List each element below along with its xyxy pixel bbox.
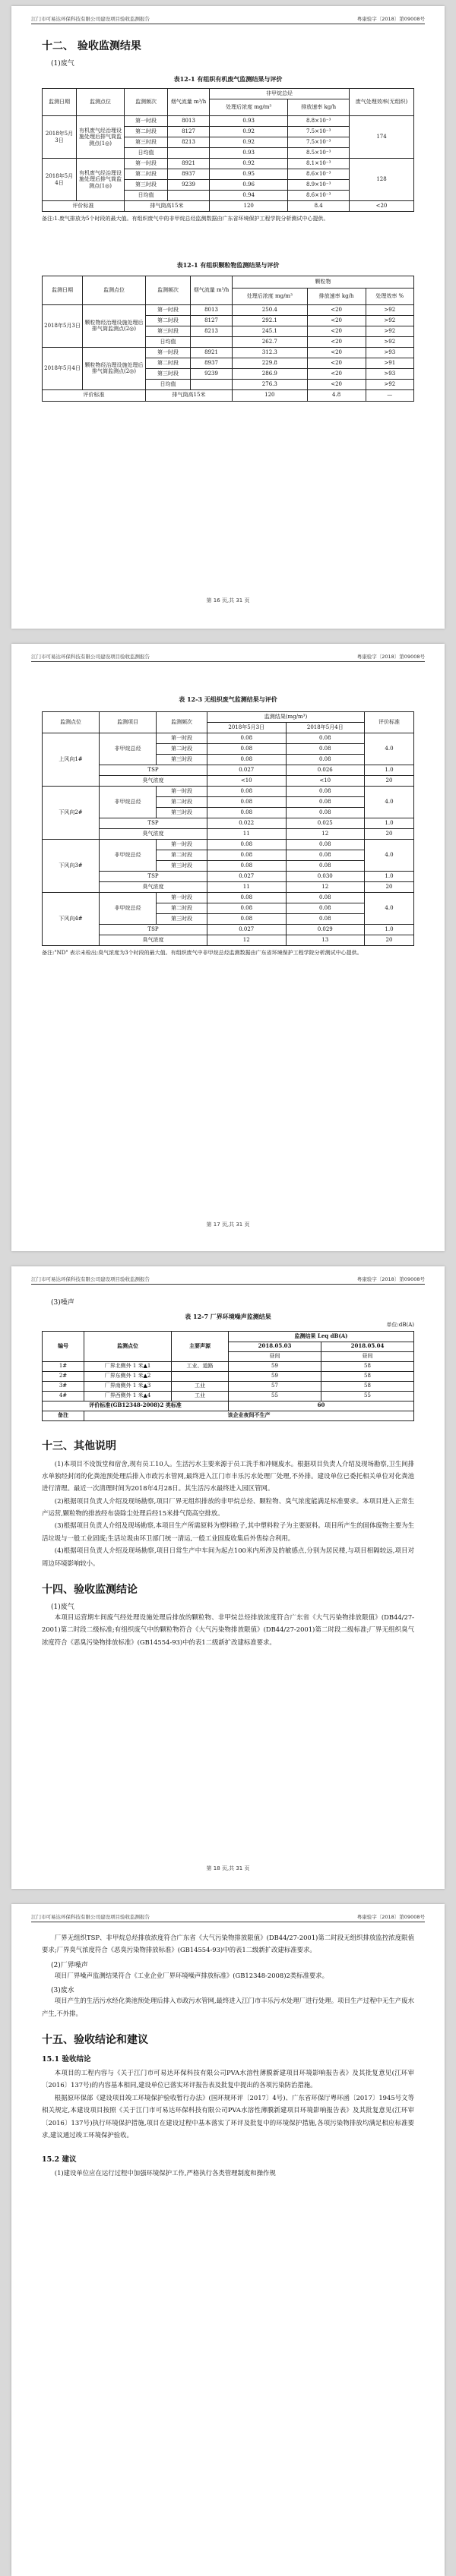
- cell-date: 2018年5月4日: [43, 347, 83, 389]
- section-12-title: 十二、 验收监测结果: [42, 40, 141, 52]
- cell-flow: [191, 379, 233, 389]
- table-fugitive-exhaust: [42, 711, 414, 946]
- cell-conc: 0.96: [210, 180, 288, 191]
- cell-item: 臭气浓度: [100, 882, 207, 893]
- noise-remark-label: 备注: [43, 1411, 84, 1420]
- section-14-title: 十四、验收监测结论: [42, 1584, 138, 1597]
- cell-freq: 第二时段: [157, 744, 207, 755]
- cell-flow: 8937: [168, 169, 210, 180]
- th-day1: 2018年5月3日: [207, 723, 287, 733]
- std-rate: 8.4: [288, 201, 350, 212]
- th-freq: 监测频次: [146, 276, 191, 304]
- std-flow: 排气筒高15米: [146, 389, 233, 401]
- cell-point: 厂界东侧外 1 米▲2: [84, 1371, 172, 1381]
- section-15-2-body: [42, 2167, 414, 2179]
- cell-eff: >92: [366, 336, 413, 347]
- table3-note: 备注:"ND" 表示未检出;臭气浓度为3个时段的最大值。有组织废气中非甲烷总烃监测数据由广东省环境保护工程学院分析测试中心提供。: [42, 950, 363, 956]
- th-point: 监测点位: [43, 712, 100, 733]
- cell-freq: 第二时段: [157, 797, 207, 808]
- cell-conc: 292.1: [233, 315, 308, 326]
- paragraph: (4)根据项目负责人介绍及现场勘察,项目日常生产中车间为起点100米内所涉及的敏感点,分别为居民楼,与项目相隔较远,项目对周边环境影响较小。: [42, 1547, 414, 1567]
- cell-freq: 第三时段: [125, 180, 168, 191]
- cell-freq: 第一时段: [157, 893, 207, 903]
- cell-source: 工业: [172, 1391, 229, 1401]
- cell-conc: 276.3: [233, 379, 308, 389]
- cell-flow: 8213: [191, 326, 233, 336]
- cell-value-day2: 0.08: [286, 733, 365, 744]
- th-flow: 烟气流量 m³/h: [168, 89, 210, 116]
- cell-flow: 8921: [168, 159, 210, 169]
- cell-value-day2: 0.08: [286, 755, 365, 765]
- cell-rate: <20: [307, 336, 366, 347]
- cell-value-day1: 0.027: [207, 872, 287, 882]
- cell-rate: 7.5×10⁻³: [288, 137, 350, 148]
- cell-value-day1: 0.08: [207, 733, 287, 744]
- th-date: 监测日期: [43, 89, 77, 116]
- cell-eff: >92: [366, 379, 413, 389]
- cell-point: 厂界西侧外 1 米▲4: [84, 1391, 172, 1401]
- cell-point: 厂界北侧外 1 米▲1: [84, 1361, 172, 1371]
- cell-rate: <20: [307, 368, 366, 379]
- cell-no: 2#: [43, 1371, 84, 1381]
- table-row: [43, 893, 414, 903]
- cell-flow: 8127: [191, 315, 233, 326]
- cell-freq: 第二时段: [157, 850, 207, 861]
- table-row: [43, 787, 414, 797]
- cell-std: 1.0: [365, 818, 414, 829]
- cell-eff: >91: [366, 358, 413, 368]
- page-header: [31, 1913, 425, 1922]
- section-15-body: [42, 2067, 414, 2141]
- cell-rate: 8.9×10⁻³: [288, 180, 350, 191]
- cell-value-day2: 0.08: [286, 903, 365, 914]
- page-header: [31, 1275, 425, 1285]
- cell-value-day1: 0.027: [207, 765, 287, 776]
- cell-item: 非甲烷总烃: [100, 840, 157, 872]
- paragraph: 项目产生的生活污水经化粪池预处理后排入市政污水管网,最终进入江门市丰乐污水处理厂进行处理。项目生产过程中无生产废水产生,不外排。: [42, 1997, 414, 2017]
- cell-freq: 日均值: [146, 379, 191, 389]
- cell-freq: 第三时段: [157, 755, 207, 765]
- cell-value-day2: <10: [286, 776, 365, 787]
- th-flow: 烟气流量 m³/h: [191, 276, 233, 304]
- cell-flow: 9239: [191, 368, 233, 379]
- paragraph: (3)根据项目负责人介绍及现场勘察,本项目生产所需原料为塑料粒子,其中塑料粒子为主要原料。项目所产生的固体废物主要为生活垃圾与一般工业固废;生活垃圾由环卫部门统一清运,一般工业固废收集后外售综合利用。: [42, 1521, 414, 1542]
- cell-freq: 第三时段: [146, 368, 191, 379]
- cell-flow: [168, 148, 210, 159]
- th-point: 监测点位: [84, 1331, 172, 1361]
- cell-conc: 0.95: [210, 169, 288, 180]
- report-page-16: [11, 6, 445, 629]
- table-row: [43, 840, 414, 850]
- th-eff: 处理效率 %: [366, 288, 413, 304]
- cell-value-day2: 0.029: [286, 925, 365, 935]
- th-point: 监测点位: [77, 89, 125, 116]
- report-page-18: [11, 1266, 445, 1889]
- th-item: 监测项目: [100, 712, 157, 733]
- report-page-19: [11, 1904, 445, 2576]
- cell-eff: >92: [366, 315, 413, 326]
- cell-value-day2: 0.08: [286, 808, 365, 818]
- cell-point: 有机废气经治理设施处理后排气筒监测点(1◎): [77, 159, 125, 201]
- cell-conc: 245.1: [233, 326, 308, 336]
- section-15-1-title: 15.1 验收结论: [42, 2054, 91, 2064]
- cell-freq: 第三时段: [157, 914, 207, 925]
- header-left: 江门市可易达环保科技有限公司建设项目验收监测报告: [31, 1914, 150, 1920]
- cell-freq: 第三时段: [146, 326, 191, 336]
- table-row: [43, 733, 414, 744]
- cell-value-day2: 0.026: [286, 765, 365, 776]
- cell-conc: 286.9: [233, 368, 308, 379]
- cell-value-day1: 0.022: [207, 818, 287, 829]
- cell-value-day2: 12: [286, 829, 365, 840]
- table1-caption: 表12-1 有组织有机废气监测结果与评价: [173, 75, 283, 83]
- th-eff: 废气处理效率(无组织): [350, 89, 414, 116]
- cell-no: 4#: [43, 1391, 84, 1401]
- paragraph: (1)本项目不设饭堂和宿舍,现有员工10人。生活污水主要来源于员工洗手和冲厕废水。根据项目负责人介绍及现场勘察,卫生间排水单独经封闭的化粪池预处理后排入市政污水管网,最终进入江门市丰乐污水处理厂处理,不外排。建设单位已委托相关单位对化粪池进行清理。最近一次清理时间为2018年4月28日。其生活污水最终进入园区管网。: [42, 1459, 414, 1493]
- cell-std: 4.0: [365, 840, 414, 872]
- cell-freq: 第三时段: [157, 808, 207, 818]
- th-src: 主要声源: [172, 1331, 229, 1361]
- cell-value-day1: 0.08: [207, 797, 287, 808]
- section-14-body-b: [42, 1931, 414, 1956]
- header-right: 粤康验字〔2018〕第09008号: [356, 654, 425, 660]
- cell-point: 下风向3#: [43, 840, 100, 893]
- section-13-body: [42, 1458, 414, 1570]
- cell-value-day1: 0.08: [207, 808, 287, 818]
- std-flow: 排气筒高15米: [125, 201, 210, 212]
- cell-value-day2: 13: [286, 935, 365, 946]
- cell-freq: 第二时段: [157, 903, 207, 914]
- cell-value-day2: 0.08: [286, 840, 365, 850]
- cell-no: 3#: [43, 1381, 84, 1391]
- cell-conc: 0.92: [210, 137, 288, 148]
- table-row: [43, 1361, 414, 1371]
- section-13-title: 十三、其他说明: [42, 1439, 116, 1452]
- cell-date: 2018年5月4日: [43, 159, 77, 201]
- cell-value-day1: 0.08: [207, 914, 287, 925]
- table3-caption: 表 12-3 无组织废气监测结果与评价: [179, 695, 277, 703]
- cell-item: 非甲烷总烃: [100, 893, 157, 925]
- std-label: 评价标准: [43, 201, 125, 212]
- cell-conc: 0.94: [210, 191, 288, 201]
- cell-freq: 第二时段: [146, 358, 191, 368]
- cell-freq: 日均值: [146, 336, 191, 347]
- header-right: 粤康验字〔2018〕第09008号: [356, 1276, 425, 1282]
- paragraph: 项目厂界噪声监测结果符合《工业企业厂界环境噪声排放标准》(GB12348-2008)2类标准要求。: [54, 1971, 329, 1979]
- cell-eff: 174: [350, 116, 414, 159]
- cell-freq: 第三时段: [125, 137, 168, 148]
- cell-freq: 第一时段: [125, 159, 168, 169]
- noise-table-caption: 表 12-7 厂界环境噪声监测结果: [185, 1313, 271, 1320]
- cell-conc: 312.3: [233, 347, 308, 358]
- cell-value-day2: 0.08: [286, 850, 365, 861]
- exhaust-subheading: (1)废气: [51, 60, 74, 68]
- cell-flow: 8921: [191, 347, 233, 358]
- header-right: 粤康验字〔2018〕第09008号: [356, 1914, 425, 1920]
- cell-freq: 第一时段: [146, 304, 191, 315]
- cell-conc: 0.92: [210, 127, 288, 137]
- std-eff: —: [366, 389, 413, 401]
- cell-value-day1: 0.08: [207, 744, 287, 755]
- section-14-sub2: (2)厂界噪声: [51, 1961, 88, 1969]
- noise-unit: 单位:dB(A): [386, 1322, 414, 1328]
- cell-point: 下风向4#: [43, 893, 100, 946]
- cell-conc: 229.8: [233, 358, 308, 368]
- cell-value-day1: 55: [229, 1391, 321, 1401]
- noise-std-value: 60: [229, 1401, 414, 1411]
- cell-value-day2: 0.08: [286, 914, 365, 925]
- table-row: [43, 1381, 414, 1391]
- std-conc: 120: [233, 389, 308, 401]
- cell-std: 1.0: [365, 925, 414, 935]
- cell-flow: [191, 336, 233, 347]
- cell-flow: 8013: [191, 304, 233, 315]
- cell-freq: 日均值: [125, 191, 168, 201]
- section-14-water-body: [42, 1994, 414, 2019]
- cell-point: 颗粒物经治理设施处理后排气筒监测点(2◎): [83, 347, 146, 389]
- section-14-sub1: (1)废气: [51, 1603, 74, 1612]
- cell-value-day1: 0.08: [207, 850, 287, 861]
- cell-freq: 第一时段: [157, 840, 207, 850]
- cell-conc: 0.92: [210, 159, 288, 169]
- cell-no: 1#: [43, 1361, 84, 1371]
- cell-rate: <20: [307, 358, 366, 368]
- th-rate: 排放速率 kg/h: [288, 99, 350, 116]
- cell-value-day2: 0.025: [286, 818, 365, 829]
- report-page-17: [11, 644, 445, 1251]
- cell-value-day1: 57: [229, 1381, 321, 1391]
- cell-item: 非甲烷总烃: [100, 733, 157, 765]
- header-left: 江门市可易达环保科技有限公司建设项目验收监测报告: [31, 654, 150, 660]
- cell-date: 2018年5月3日: [43, 116, 77, 159]
- std-conc: 120: [210, 201, 288, 212]
- th-conc: 处理后浓度 mg/m³: [210, 99, 288, 116]
- th-freq: 监测频次: [157, 712, 207, 733]
- th-date2: 2018.05.04: [321, 1342, 414, 1351]
- section-14-sub3: (3)废水: [51, 1987, 74, 1995]
- th-group: 颗粒物: [233, 276, 414, 288]
- cell-rate: 8.6×10⁻³: [288, 169, 350, 180]
- cell-eff: >92: [366, 326, 413, 336]
- cell-point: 颗粒物经治理设施处理后排气筒监测点(2◎): [83, 304, 146, 347]
- cell-freq: 第一时段: [146, 347, 191, 358]
- cell-rate: <20: [307, 304, 366, 315]
- cell-value-day1: 11: [207, 882, 287, 893]
- paragraph: 本项目运营期车间废气经处理设施处理后排放的颗粒物、非甲烷总烃排放浓度符合广东省《大气污染物排放限值》(DB44/27-2001)第二时段二级标准;有组织废气中的颗粒物符合《大气污染物排放限值》(DB44/27-2001)第二时段二级标准;厂界无组织臭气浓度符合《恶臭污染物排放标准》(GB14554-93)中的表1二级新扩改建标准要求。: [42, 1613, 414, 1646]
- header-right: 粤康验字〔2018〕第09008号: [356, 16, 425, 22]
- cell-point: 有机废气经治理设施处理后排气筒监测点(1◎): [77, 116, 125, 159]
- cell-freq: 第三时段: [157, 861, 207, 872]
- cell-value-day2: 0.08: [286, 893, 365, 903]
- cell-conc: 0.93: [210, 116, 288, 127]
- cell-std: 20: [365, 829, 414, 840]
- noise-subheading: (3)噪声: [51, 1299, 74, 1307]
- th-daytime1: 昼间: [229, 1351, 321, 1361]
- table1-note: 备注:1.废气排放为5个时段的最大值。有组织废气中的非甲烷总烃监测数据由广东省环境保护工程学院分析测试中心提供。: [42, 216, 329, 222]
- cell-eff: >93: [366, 368, 413, 379]
- table2-caption: 表12-1 有组织颗粒物监测结果与评价: [176, 260, 280, 269]
- th-point: 监测点位: [83, 276, 146, 304]
- cell-freq: 第一时段: [157, 787, 207, 797]
- cell-flow: 8937: [191, 358, 233, 368]
- th-conc: 处理后浓度 mg/m³: [233, 288, 308, 304]
- cell-std: 20: [365, 935, 414, 946]
- cell-rate: <20: [307, 326, 366, 336]
- page-header: [31, 653, 425, 662]
- cell-item: 臭气浓度: [100, 829, 207, 840]
- cell-value-day2: 58: [321, 1371, 414, 1381]
- cell-value-day2: 0.08: [286, 797, 365, 808]
- table-row: [43, 1371, 414, 1381]
- paragraph: 根据原环保部《建设项目竣工环境保护验收暂行办法》(国环规环评〔2017〕4号)、广东省环保厅粤环函〔2017〕1945号文等相关规定,本建设项目按照《关于江门市可易达环保科技有限公司PVA水溶性薄膜新建项目环境影响报告表》及其批复意见(江环审〔2016〕137号)执行环境保护措施,项目在建设过程中基本落实了环评及批复中的环境保护措施,各项污染物排放均满足相应标准要求,建议通过竣工环境保护验收。: [42, 2093, 414, 2139]
- th-rate: 排放速率 kg/h: [307, 288, 366, 304]
- cell-value-day1: 59: [229, 1371, 321, 1381]
- header-left: 江门市可易达环保科技有限公司建设项目验收监测报告: [31, 16, 150, 22]
- paragraph: (2)根据项目负责人介绍及现场勘察,项目厂界无组织排放的非甲烷总烃、颗粒物、臭气浓度能满足标准要求。本项目进入正常生产运营,颗粒物的排放经布袋除尘处理后经15米排气筒高空排放。: [42, 1496, 414, 1518]
- cell-freq: 第一时段: [125, 116, 168, 127]
- cell-item: 非甲烷总烃: [100, 787, 157, 818]
- cell-value-day2: 0.030: [286, 872, 365, 882]
- std-rate: 4.8: [307, 389, 366, 401]
- cell-value-day1: 0.027: [207, 925, 287, 935]
- table-particulate: [42, 276, 414, 402]
- cell-rate: 8.1×10⁻³: [288, 159, 350, 169]
- th-group: 监测结果(mg/m³): [207, 712, 365, 723]
- cell-value-day2: 12: [286, 882, 365, 893]
- cell-value-day1: 59: [229, 1361, 321, 1371]
- cell-item: 臭气浓度: [100, 776, 207, 787]
- section-14-noise-body: [42, 1969, 414, 1982]
- cell-std: 4.0: [365, 787, 414, 818]
- cell-value-day2: 0.08: [286, 861, 365, 872]
- cell-std: 20: [365, 882, 414, 893]
- cell-value-day2: 58: [321, 1361, 414, 1371]
- table-organic-exhaust: [42, 88, 414, 212]
- cell-value-day1: 0.08: [207, 787, 287, 797]
- cell-conc: 250.4: [233, 304, 308, 315]
- cell-std: 4.0: [365, 893, 414, 925]
- th-group: 非甲烷总烃: [210, 89, 350, 99]
- cell-item: TSP: [100, 818, 207, 829]
- table-row: [43, 347, 414, 358]
- table-row: [43, 159, 414, 169]
- cell-point: 下风向2#: [43, 787, 100, 840]
- cell-freq: 第二时段: [125, 127, 168, 137]
- cell-value-day2: 58: [321, 1381, 414, 1391]
- table-row: [43, 304, 414, 315]
- cell-value-day1: 11: [207, 829, 287, 840]
- header-left: 江门市可易达环保科技有限公司建设项目验收监测报告: [31, 1276, 150, 1282]
- paragraph: 本项目的工程内容与《关于江门市可易达环保科技有限公司PVA水溶性薄膜新建项目环境影响报告表》及其批复意见(江环审〔2016〕137号)的内容基本相同,建设单位已落实环评报告表及批复中提出的各项污染防治措施。: [42, 2068, 414, 2089]
- page-footer: 第 16 页,共 31 页: [206, 597, 250, 604]
- cell-value-day2: 55: [321, 1391, 414, 1401]
- cell-value-day1: 12: [207, 935, 287, 946]
- cell-flow: [168, 191, 210, 201]
- th-std: 评价标准: [365, 712, 414, 733]
- cell-freq: 日均值: [125, 148, 168, 159]
- cell-item: TSP: [100, 872, 207, 882]
- cell-source: 工业、道路: [172, 1361, 229, 1371]
- page-header: [31, 15, 425, 24]
- cell-freq: 第二时段: [146, 315, 191, 326]
- th-date1: 2018.05.03: [229, 1342, 321, 1351]
- cell-flow: 8213: [168, 137, 210, 148]
- cell-value-day1: 0.08: [207, 861, 287, 872]
- th-freq: 监测频次: [125, 89, 168, 116]
- cell-rate: 8.5×10⁻³: [288, 148, 350, 159]
- cell-point: 厂界南侧外 1 米▲3: [84, 1381, 172, 1391]
- th-day2: 2018年5月4日: [286, 723, 365, 733]
- cell-source: 工业: [172, 1381, 229, 1391]
- cell-rate: <20: [307, 315, 366, 326]
- cell-rate: 7.5×10⁻³: [288, 127, 350, 137]
- cell-std: 1.0: [365, 872, 414, 882]
- noise-remark-value: 该企业夜间不生产: [84, 1411, 414, 1420]
- cell-item: TSP: [100, 765, 207, 776]
- cell-flow: 9239: [168, 180, 210, 191]
- th-group: 监测结果 Leq dB(A): [229, 1331, 414, 1342]
- std-label: 评价标准: [43, 389, 146, 401]
- cell-date: 2018年5月3日: [43, 304, 83, 347]
- cell-flow: 8013: [168, 116, 210, 127]
- cell-conc: 0.93: [210, 148, 288, 159]
- cell-item: TSP: [100, 925, 207, 935]
- cell-flow: 8127: [168, 127, 210, 137]
- th-daytime2: 昼间: [321, 1351, 414, 1361]
- cell-point: 上风向1#: [43, 733, 100, 787]
- section-14-body-a: [42, 1611, 414, 1648]
- page-footer: 第 17 页,共 31 页: [206, 1222, 250, 1228]
- cell-conc: 262.7: [233, 336, 308, 347]
- section-15-title: 十五、验收结论和建议: [42, 2033, 148, 2046]
- cell-std: 4.0: [365, 733, 414, 765]
- cell-rate: <20: [307, 347, 366, 358]
- cell-value-day1: 0.08: [207, 840, 287, 850]
- cell-eff: >92: [366, 304, 413, 315]
- table-noise: [42, 1331, 414, 1421]
- cell-freq: 第二时段: [125, 169, 168, 180]
- th-no: 编号: [43, 1331, 84, 1361]
- noise-std-label: 评价标准(GB12348-2008)2 类标准: [43, 1401, 229, 1411]
- paragraph: (1)建设单位应在运行过程中加强环境保护工作,严格执行各类管理制度和操作规: [54, 2169, 276, 2177]
- paragraph: 厂界无组织TSP、非甲烷总烃排放浓度符合广东省《大气污染物排放限值》(DB44/27-2001)第二时段无组织排放监控浓度限值要求;厂界臭气浓度符合《恶臭污染物排放标准》(GB14554-93)中的表1二级新扩改建标准要求。: [42, 1934, 414, 1954]
- cell-eff: 128: [350, 159, 414, 201]
- cell-value-day2: 0.08: [286, 787, 365, 797]
- cell-eff: >93: [366, 347, 413, 358]
- cell-freq: 第一时段: [157, 733, 207, 744]
- cell-std: 1.0: [365, 765, 414, 776]
- cell-source: [172, 1371, 229, 1381]
- cell-rate: <20: [307, 379, 366, 389]
- table-row: [43, 1391, 414, 1401]
- page-footer: 第 18 页,共 31 页: [206, 1865, 250, 1871]
- std-eff: <20: [350, 201, 414, 212]
- cell-std: 20: [365, 776, 414, 787]
- cell-value-day2: 0.08: [286, 744, 365, 755]
- cell-value-day1: <10: [207, 776, 287, 787]
- cell-rate: 8.8×10⁻³: [288, 116, 350, 127]
- table-row: [43, 116, 414, 127]
- section-15-2-title: 15.2 建议: [42, 2155, 77, 2165]
- cell-value-day1: 0.08: [207, 903, 287, 914]
- th-date: 监测日期: [43, 276, 83, 304]
- cell-item: 臭气浓度: [100, 935, 207, 946]
- cell-value-day1: 0.08: [207, 755, 287, 765]
- cell-value-day1: 0.08: [207, 893, 287, 903]
- cell-rate: 8.6×10⁻³: [288, 191, 350, 201]
